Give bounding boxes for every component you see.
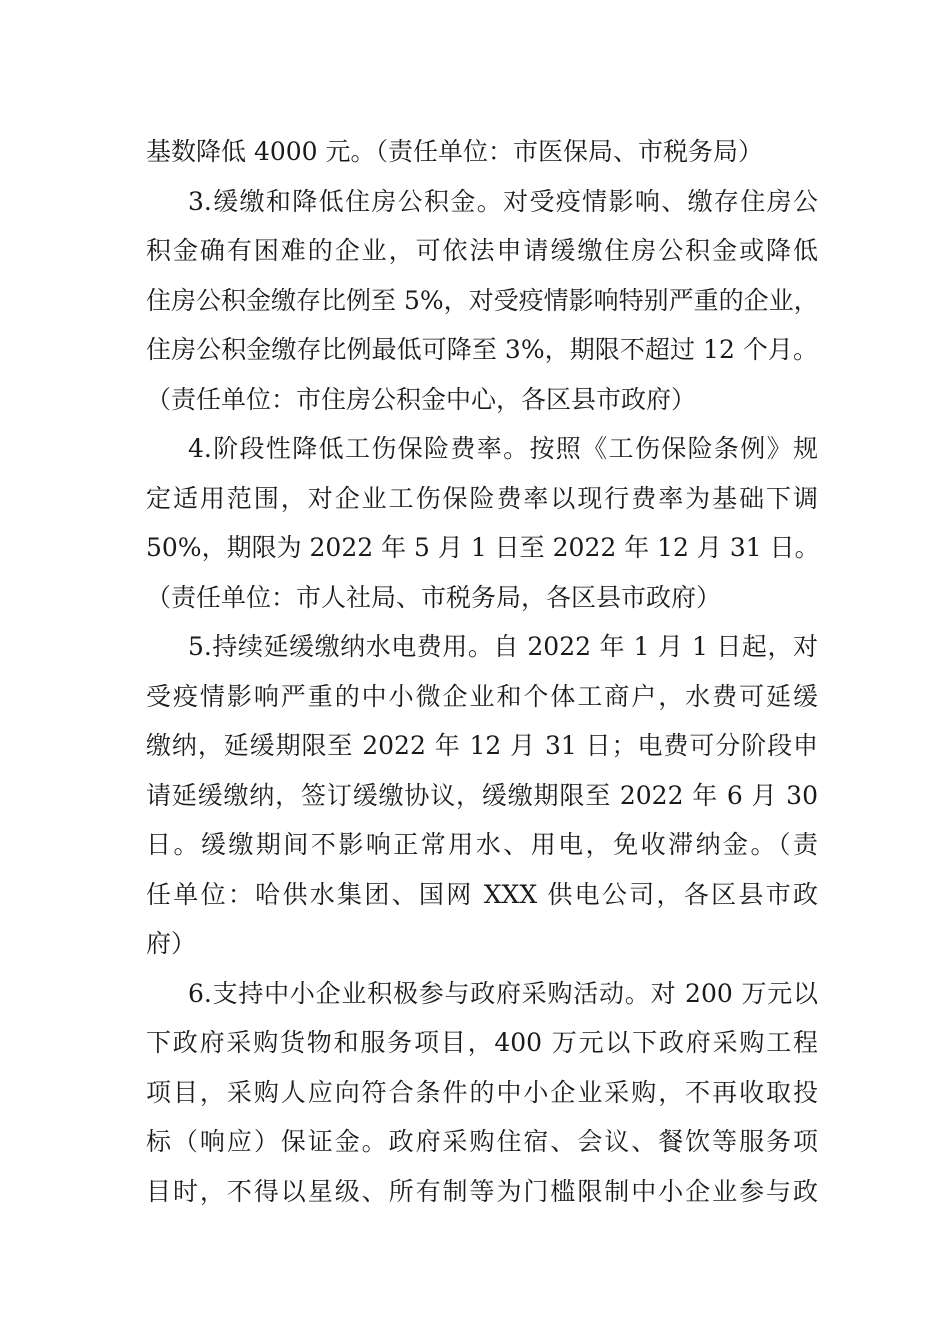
paragraph-3-start: 3.缓缴和降低住房公积金。对受疫情影响、缴存住房公 xyxy=(188,186,818,216)
text-line: 住房公积金缴存比例最低可降至 3%，期限不超过 12 个月。 xyxy=(146,335,818,364)
text-line: 日。缓缴期间不影响正常用水、用电，免收滞纳金。（责 xyxy=(146,830,818,859)
text-line: 目时，不得以星级、所有制等为门槛限制中小企业参与政 xyxy=(146,1176,818,1206)
text-line: 基数降低 4000 元。（责任单位：市医保局、市税务局） xyxy=(146,137,764,166)
text-line: 府） xyxy=(146,929,197,958)
text-line: 缴纳，延缓期限至 2022 年 12 月 31 日；电费可分阶段申 xyxy=(146,731,818,760)
text-line: 受疫情影响严重的中小微企业和个体工商户，水费可延缓 xyxy=(146,681,818,711)
text-line: 50%，期限为 2022 年 5 月 1 日至 2022 年 12 月 31 日。 xyxy=(146,533,820,562)
paragraph-6-start: 6.支持中小企业积极参与政府采购活动。对 200 万元以 xyxy=(188,978,818,1008)
text-line: 任单位：哈供水集团、国网 XXX 供电公司，各区县市政 xyxy=(146,879,818,909)
text-line: 住房公积金缴存比例至 5%，对受疫情影响特别严重的企业， xyxy=(146,285,819,315)
text-line: 请延缓缴纳，签订缓缴协议，缓缴期限至 2022 年 6 月 30 xyxy=(146,780,818,810)
paragraph-4-start: 4.阶段性降低工伤保险费率。按照《工伤保险条例》规 xyxy=(188,434,818,463)
text-line: 下政府采购货物和服务项目，400 万元以下政府采购工程 xyxy=(146,1028,818,1057)
text-line: （责任单位：市人社局、市税务局，各区县市政府） xyxy=(146,582,722,612)
document-body xyxy=(146,127,818,1216)
paragraph-5-start: 5.持续延缓缴纳水电费用。自 2022 年 1 月 1 日起，对 xyxy=(188,632,818,661)
text-line: （责任单位：市住房公积金中心，各区县市政府） xyxy=(146,384,697,414)
text-line: 项目，采购人应向符合条件的中小企业采购，不再收取投 xyxy=(146,1077,818,1107)
text-line: 定适用范围，对企业工伤保险费率以现行费率为基础下调 xyxy=(146,483,818,513)
text-line: 积金确有困难的企业，可依法申请缓缴住房公积金或降低 xyxy=(146,236,818,265)
text-line: 标（响应）保证金。政府采购住宿、会议、餐饮等服务项 xyxy=(146,1127,818,1156)
